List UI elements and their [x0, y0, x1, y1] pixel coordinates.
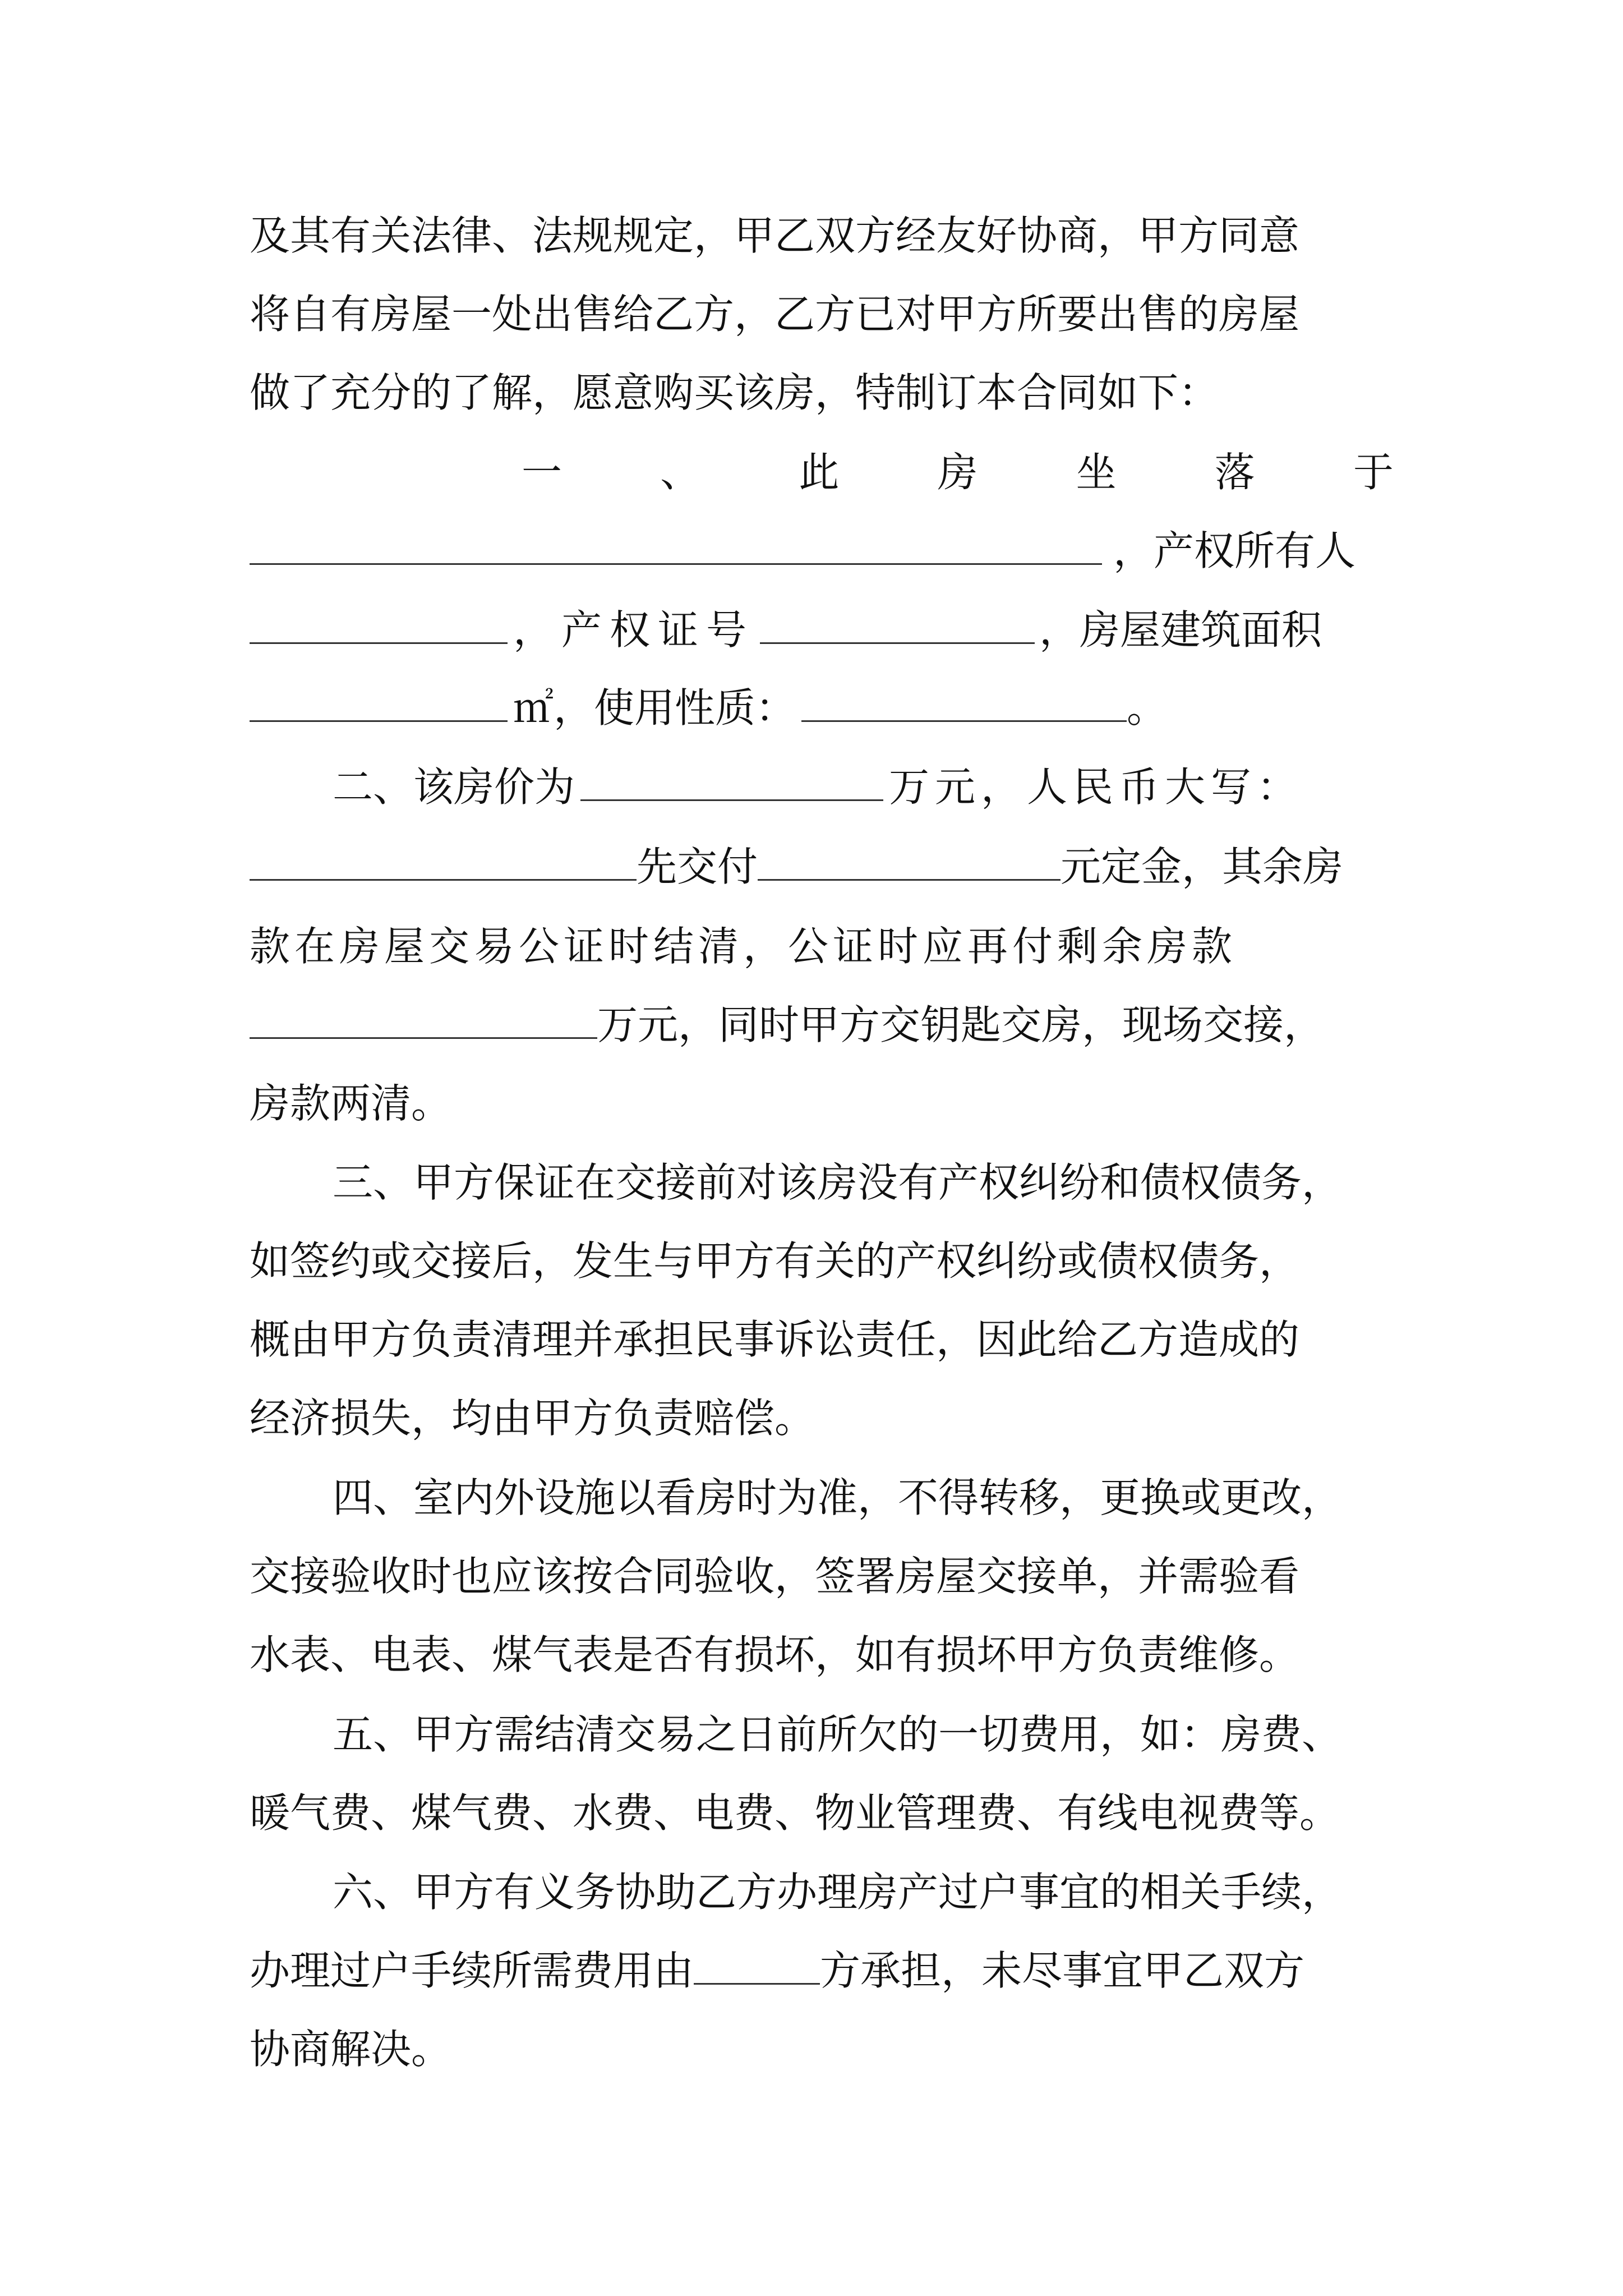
clause2-line-3: [250, 907, 1394, 986]
clause1-char: 于: [1353, 449, 1394, 496]
clause4-line-1: [250, 1458, 1394, 1537]
clause6-text-3: 协商解决。: [250, 2026, 452, 2073]
clause3-line-4: [250, 1379, 1394, 1457]
clause1-heading: [522, 433, 1394, 512]
clause3-text-3: 概由甲方负责清理并承担民事诉讼责任，因此给乙方造成的: [250, 1316, 1300, 1363]
intro-line-2: [250, 275, 1394, 353]
fee-party-blank[interactable]: [694, 1949, 820, 1985]
clause2-text-4: 万元，同时甲方交钥匙交房，现场交接，: [597, 1001, 1325, 1048]
clause3-line-1: [250, 1143, 1394, 1222]
clause4-text-2: 交接验收时也应该按合同验收，签署房屋交接单，并需验看: [250, 1553, 1300, 1600]
clause2-line-4: [250, 986, 1394, 1064]
clause5-line-2: [250, 1774, 1394, 1852]
usage-blank[interactable]: [801, 687, 1127, 722]
clause4-line-2: [250, 1537, 1394, 1616]
clause3-text-2: 如签约或交接后，发生与甲方有关的产权纠纷或债权债务，: [250, 1237, 1300, 1285]
location-blank[interactable]: [250, 530, 1102, 565]
clause6-line-3: [250, 2010, 1394, 2088]
remaining-blank[interactable]: [250, 1004, 597, 1039]
clause2-line-5: [250, 1064, 1394, 1143]
owner-label: ，产权所有人: [1113, 527, 1356, 574]
clause2-price-line: [250, 748, 1394, 826]
clause1-char: 一: [522, 449, 562, 496]
clause4-text-3: 水表、电表、煤气表是否有损坏，如有损坏甲方负责维修。: [250, 1631, 1300, 1678]
clause3-line-3: [250, 1300, 1394, 1379]
intro-text-1: 及其有关法律、法规规定，甲乙双方经友好协商，甲方同意: [250, 212, 1300, 259]
clause2-deposit-line: [250, 827, 1394, 906]
clause6-text-2b: 方承担，未尽事宜甲乙双方: [820, 1947, 1305, 1994]
clause3-text-1: 三、甲方保证在交接前对该房没有产权纠纷和债权债务，: [333, 1159, 1343, 1206]
cert-label: ，产权证号: [513, 606, 755, 654]
price-blank[interactable]: [580, 766, 883, 801]
clause5-text-2: 暖气费、煤气费、水费、电费、物业管理费、有线电视费等。: [250, 1789, 1340, 1837]
clause3-text-4: 经济损失，均由甲方负责赔偿。: [250, 1395, 815, 1442]
clause5-line-1: [250, 1695, 1394, 1774]
area-label: ，房屋建筑面积: [1039, 606, 1322, 654]
clause6-text-2a: 办理过户手续所需费用由: [250, 1947, 694, 1994]
clause1-location-line: [250, 512, 1394, 590]
deposit-unit: 元定金，其余房: [1061, 843, 1344, 890]
deposit-label: 先交付: [637, 843, 758, 890]
cert-blank[interactable]: [760, 609, 1035, 644]
clause1-char: 坐: [1076, 449, 1117, 496]
price-label: 二、该房价为: [333, 763, 575, 811]
deposit-blank[interactable]: [758, 845, 1061, 881]
clause6-line-2: [250, 1931, 1394, 2010]
intro-text-2: 将自有房屋一处出售给乙方，乙方已对甲方所要出售的房屋: [250, 291, 1300, 338]
intro-line-3: [250, 353, 1394, 432]
price-unit: 万元，人民币大写：: [889, 763, 1303, 811]
clause6-text-1: 六、甲方有义务协助乙方办理房产过户事宜的相关手续，: [333, 1869, 1343, 1916]
owner-blank[interactable]: [250, 609, 508, 644]
clause1-char: 房: [937, 449, 978, 496]
clause2-text-3: 款在房屋交易公证时结清，公证时应再付剩余房款: [250, 923, 1237, 970]
clause2-text-5: 房款两清。: [250, 1080, 452, 1127]
clause6-line-1: [250, 1853, 1394, 1931]
clause1-char: 、: [660, 449, 701, 496]
intro-text-3: 做了充分的了解，愿意购买该房，特制订本合同如下：: [250, 369, 1219, 416]
clause1-cert-line: [250, 591, 1394, 669]
clause3-line-2: [250, 1222, 1394, 1300]
clause1-area-line: [250, 669, 1394, 747]
price-words-blank[interactable]: [250, 845, 637, 881]
clause1-char: 此: [799, 449, 840, 496]
clause1-char: 落: [1214, 449, 1255, 496]
area-blank[interactable]: [250, 687, 508, 722]
clause4-line-3: [250, 1616, 1394, 1694]
clause1-end: 。: [1127, 684, 1168, 731]
area-unit: ㎡，使用性质：: [513, 684, 796, 731]
clause5-text-1: 五、甲方需结清交易之日前所欠的一切费用，如：房费、: [333, 1711, 1343, 1758]
intro-line-1: [250, 196, 1394, 275]
clause4-text-1: 四、室内外设施以看房时为准，不得转移，更换或更改，: [333, 1474, 1343, 1521]
